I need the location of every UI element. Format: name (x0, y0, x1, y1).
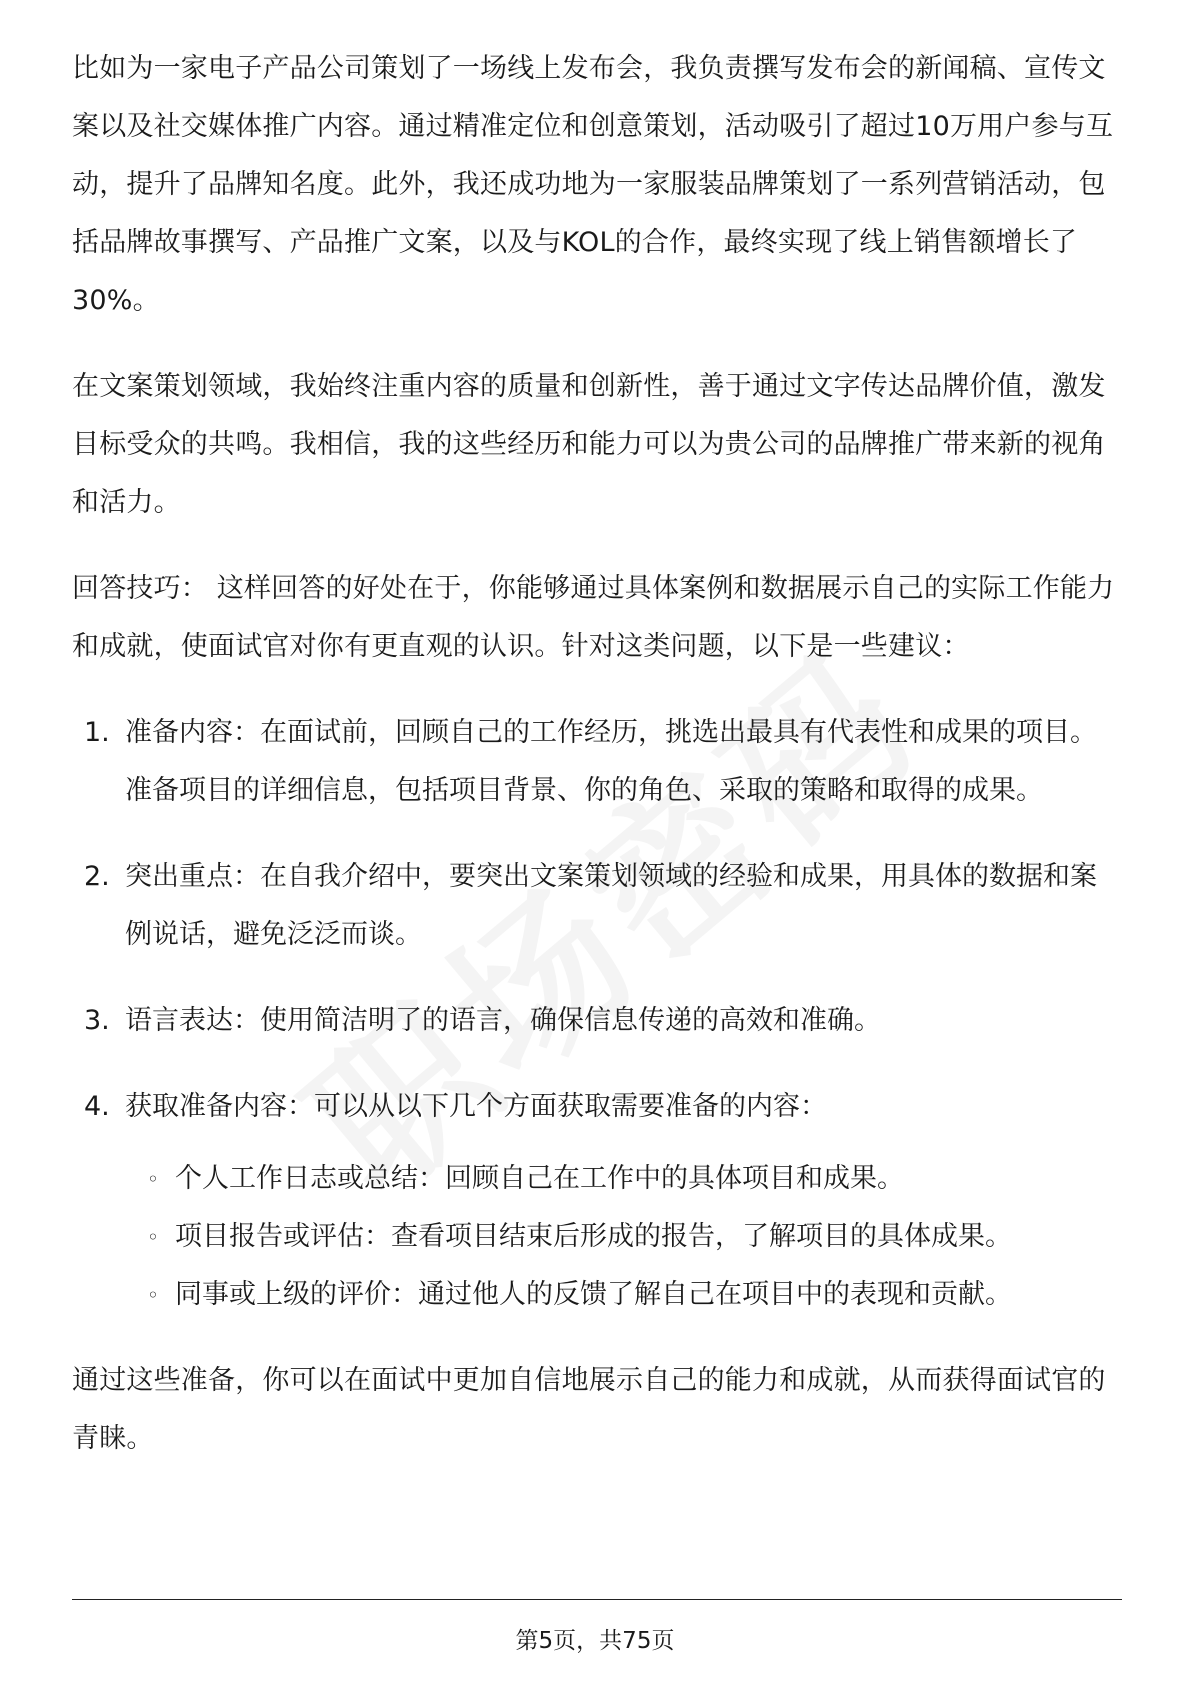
list-number: 2. (84, 861, 110, 892)
sublist-item (125, 1266, 1122, 1324)
sublist-item-text: 同事或上级的评价：通过他人的反馈了解自己在项目中的表现和贡献。 (175, 1279, 1012, 1310)
sublist-item (125, 1208, 1122, 1266)
list-number: 3. (84, 1005, 110, 1036)
paragraph-answer-tips: 回答技巧： 这样回答的好处在于，你能够通过具体案例和数据展示自己的实际工作能力和成就，使面试官对你有更直观的认识。针对这类问题，以下是一些建议： (72, 573, 1115, 662)
sublist-item-text: 个人工作日志或总结：回顾自己在工作中的具体项目和成果。 (175, 1163, 904, 1194)
list-item-text: 获取准备内容：可以从以下几个方面获取需要准备的内容： (125, 1091, 827, 1122)
list-item-text: 突出重点：在自我介绍中，要突出文案策划领域的经验和成果，用具体的数据和案例说话，避免泛泛而谈。 (125, 861, 1097, 950)
list-number: 4. (84, 1091, 110, 1122)
list-item-text: 语言表达：使用简洁明了的语言，确保信息传递的高效和准确。 (125, 1005, 881, 1036)
sublist-item-text: 项目报告或评估：查看项目结束后形成的报告，了解项目的具体成果。 (175, 1221, 1012, 1252)
hollow-bullet-icon: ◦ (147, 1225, 159, 1249)
page-content (72, 40, 1122, 1496)
paragraph-closing: 通过这些准备，你可以在面试中更加自信地展示自己的能力和成就，从而获得面试官的青睐。 (72, 1365, 1106, 1454)
list-item-text: 准备内容：在面试前，回顾自己的工作经历，挑选出最具有代表性和成果的项目。准备项目的详细信息，包括项目背景、你的角色、采取的策略和取得的成果。 (125, 717, 1097, 806)
suggestion-list (72, 704, 1122, 1324)
list-item (72, 848, 1122, 964)
sublist-item (125, 1150, 1122, 1208)
source-sublist (125, 1150, 1122, 1324)
paragraph-case-examples: 比如为一家电子产品公司策划了一场线上发布会，我负责撰写发布会的新闻稿、宣传文案以及社交媒体推广内容。通过精准定位和创意策划，活动吸引了超过10万用户参与互动，提升了品牌知名度。此外，我还成功地为一家服装品牌策划了一系列营销活动，包括品牌故事撰写、产品推广文案，以及与KOL的合作，最终实现了线上销售额增长了30%。 (72, 53, 1114, 316)
footer-divider (72, 1599, 1122, 1600)
list-item (72, 704, 1122, 820)
paragraph-copywriting-focus: 在文案策划领域，我始终注重内容的质量和创新性，善于通过文字传达品牌价值，激发目标受众的共鸣。我相信，我的这些经历和能力可以为贵公司的品牌推广带来新的视角和活力。 (72, 371, 1106, 518)
list-number: 1. (84, 717, 110, 748)
list-item (72, 992, 1122, 1050)
page-number: 第5页，共75页 (515, 1628, 675, 1654)
hollow-bullet-icon: ◦ (147, 1283, 159, 1307)
hollow-bullet-icon: ◦ (147, 1167, 159, 1191)
list-item (72, 1078, 1122, 1324)
